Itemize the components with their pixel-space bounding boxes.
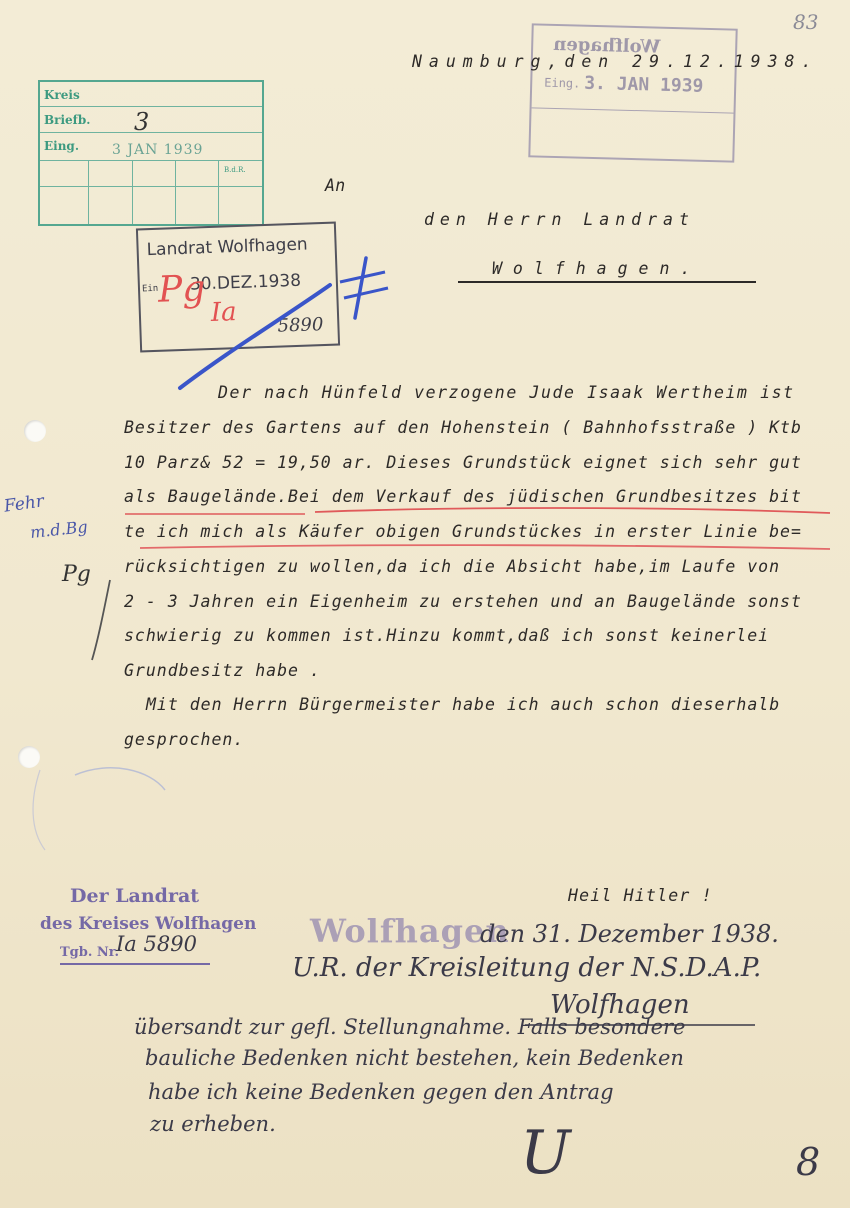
landrat-stamp-red-mark: Pg <box>157 268 207 311</box>
recipient-underline <box>458 281 756 283</box>
landrat-stamp-title: Landrat Wolfhagen <box>146 234 308 261</box>
landrat-stamp-prefix: Ein <box>141 283 159 295</box>
handwritten-line-3: Wolfhagen <box>550 990 690 1020</box>
green-stamp-number: 3 <box>134 108 150 136</box>
handwritten-date-line: den 31. Dezember 1938. <box>480 920 779 948</box>
handwritten-line-2: U.R. der Kreisleitung der N.S.D.A.P. <box>292 953 762 983</box>
green-receipt-stamp <box>38 80 264 226</box>
handwritten-body-2: bauliche Bedenken nicht bestehen, kein Bedenken <box>145 1046 684 1070</box>
green-stamp-col-label: B.d.R. <box>224 166 246 174</box>
para2-line-2: gesprochen. <box>124 730 245 749</box>
salutation-an: An <box>325 176 346 195</box>
body-line-1: Der nach Hünfeld verzogene Jude Isaak Wertheim ist <box>218 383 795 402</box>
body-line-4: als Baugelände.Bei dem Verkauf des jüdischen Grundbesitzes bit <box>124 487 802 506</box>
body-line-6: rücksichtigen zu wollen,da ich die Absicht habe,im Laufe von <box>124 557 781 576</box>
date-line <box>412 52 818 71</box>
punch-hole-bottom <box>18 746 40 768</box>
top-right-stamp-mirror: Wolfhagen <box>552 33 661 58</box>
body-line-5: te ich mich als Käufer obigen Grundstückes in erster Linie be= <box>124 522 802 541</box>
body-line-9: Grundbesitz habe . <box>124 661 321 680</box>
handwritten-body-3: habe ich keine Bedenken gegen den Antrag <box>148 1080 614 1104</box>
margin-note-3: Pg <box>62 562 91 587</box>
handwritten-signature: U <box>520 1118 571 1188</box>
top-right-stamp <box>528 23 737 162</box>
page-number: 83 <box>793 10 819 34</box>
body-line-8: schwierig zu kommen ist.Hinzu kommt,daß ich sonst keinerlei <box>124 626 770 645</box>
purple-stamp-underline <box>60 963 210 965</box>
purple-stamp-line1: Der Landrat <box>70 885 200 907</box>
purple-stamp-tgb-value: Ia 5890 <box>116 932 197 956</box>
landrat-stamp-red-sub: Ia <box>210 297 238 328</box>
green-stamp-kreis: Kreis <box>44 88 80 102</box>
handwritten-body-4: zu erheben. <box>150 1112 276 1136</box>
green-stamp-briefb: Briefb. <box>44 113 91 127</box>
purple-stamp-line2: des Kreises Wolfhagen <box>40 914 257 934</box>
landrat-stamp-date: 30.DEZ.1938 <box>189 270 302 295</box>
recipient-line: den Herrn Landrat <box>424 210 695 229</box>
top-right-stamp-prefix: Eing. <box>544 75 581 91</box>
body-line-3: 10 Parz& 52 = 19,50 ar. Dieses Grundstück eignet sich sehr gut <box>124 453 802 472</box>
purple-stamp-tgb-label: Tgb. Nr. <box>60 945 119 960</box>
landrat-receipt-stamp <box>136 222 340 353</box>
margin-note-2: m.d.Bg <box>29 517 89 542</box>
recipient-city: Wolfhagen. <box>492 259 702 278</box>
para2-line-1: Mit den Herrn Bürgermeister habe ich auch schon dieserhalb <box>146 695 781 714</box>
punch-hole-top <box>24 420 46 442</box>
handwritten-body-1: übersandt zur gefl. Stellungnahme. Falls besondere <box>134 1015 686 1039</box>
landrat-stamp-number: 5890 <box>277 314 324 337</box>
green-stamp-date: 3 JAN 1939 <box>112 142 204 158</box>
body-line-7: 2 - 3 Jahren ein Eigenheim zu erstehen und an Baugelände sonst <box>124 592 802 611</box>
margin-note-1: Fehr <box>2 491 46 517</box>
date-line-text: Naumburg,den 29.12.1938. <box>412 52 819 71</box>
body-line-2: Besitzer des Gartens auf den Hohenstein ( Bahnhofsstraße ) Ktb <box>124 418 802 437</box>
green-stamp-eing: Eing. <box>44 139 79 153</box>
handwritten-corner: 8 <box>796 1140 821 1184</box>
top-right-stamp-date: 3. JAN 1939 <box>583 72 704 97</box>
closing: Heil Hitler ! <box>568 886 713 905</box>
city-stamp: Wolfhagen <box>310 912 510 950</box>
